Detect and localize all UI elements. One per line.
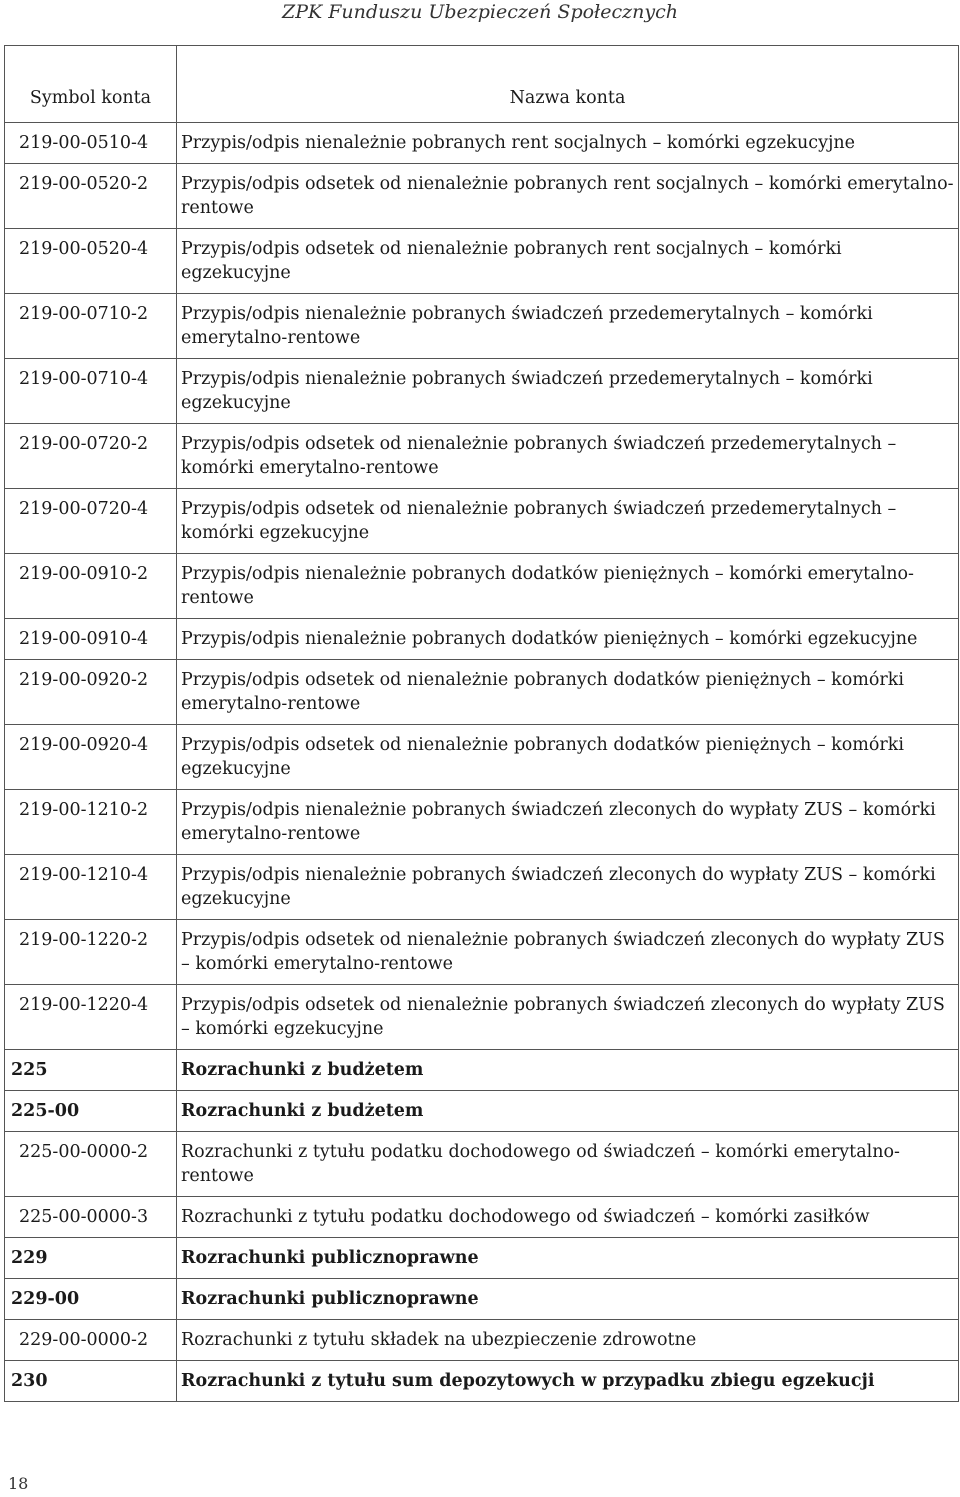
account-name: Przypis/odpis odsetek od nienależnie pobranych świadczeń zleconych do wypłaty ZUS – komórki emerytalno-rentowe bbox=[177, 920, 959, 985]
page-number: 18 bbox=[8, 1474, 29, 1493]
table-row bbox=[5, 359, 959, 424]
table-row bbox=[5, 424, 959, 489]
account-symbol: 219-00-1220-4 bbox=[5, 985, 177, 1050]
account-symbol: 219-00-0720-4 bbox=[5, 489, 177, 554]
table-row bbox=[5, 660, 959, 725]
running-header: ZPK Funduszu Ubezpieczeń Społecznych bbox=[282, 1, 678, 23]
account-symbol: 225 bbox=[5, 1050, 177, 1091]
account-name: Przypis/odpis odsetek od nienależnie pobranych rent socjalnych – komórki egzekucyjne bbox=[177, 229, 959, 294]
account-symbol: 219-00-0520-2 bbox=[5, 164, 177, 229]
table-header-row bbox=[5, 46, 959, 123]
table-row-group bbox=[5, 1091, 959, 1132]
table-row-group bbox=[5, 1050, 959, 1091]
account-name: Przypis/odpis nienależnie pobranych świadczeń przedemerytalnych – komórki emerytalno-rentowe bbox=[177, 294, 959, 359]
table-row bbox=[5, 1320, 959, 1361]
table-row-group bbox=[5, 1238, 959, 1279]
account-symbol: 219-00-0520-4 bbox=[5, 229, 177, 294]
account-name: Przypis/odpis odsetek od nienależnie pobranych dodatków pieniężnych – komórki egzekucyjne bbox=[177, 725, 959, 790]
table-row bbox=[5, 619, 959, 660]
table-row bbox=[5, 229, 959, 294]
table-body bbox=[5, 123, 959, 1402]
account-symbol: 219-00-0910-4 bbox=[5, 619, 177, 660]
account-symbol: 219-00-1220-2 bbox=[5, 920, 177, 985]
account-name: Przypis/odpis nienależnie pobranych świadczeń zleconych do wypłaty ZUS – komórki egzekucyjne bbox=[177, 855, 959, 920]
table-row bbox=[5, 790, 959, 855]
table-row-group bbox=[5, 1361, 959, 1402]
account-symbol: 219-00-1210-2 bbox=[5, 790, 177, 855]
account-symbol: 219-00-0910-2 bbox=[5, 554, 177, 619]
account-symbol: 219-00-0710-2 bbox=[5, 294, 177, 359]
account-name: Przypis/odpis nienależnie pobranych dodatków pieniężnych – komórki egzekucyjne bbox=[177, 619, 959, 660]
account-symbol: 230 bbox=[5, 1361, 177, 1402]
accounts-table bbox=[4, 45, 959, 1402]
account-name: Rozrachunki z budżetem bbox=[177, 1050, 959, 1091]
account-name: Rozrachunki z tytułu podatku dochodowego od świadczeń – komórki emerytalno-rentowe bbox=[177, 1132, 959, 1197]
table-row bbox=[5, 920, 959, 985]
account-name: Przypis/odpis odsetek od nienależnie pobranych świadczeń zleconych do wypłaty ZUS – komórki egzekucyjne bbox=[177, 985, 959, 1050]
account-name: Przypis/odpis odsetek od nienależnie pobranych dodatków pieniężnych – komórki emerytalno-rentowe bbox=[177, 660, 959, 725]
account-symbol: 229-00 bbox=[5, 1279, 177, 1320]
table-row bbox=[5, 725, 959, 790]
account-name: Przypis/odpis odsetek od nienależnie pobranych świadczeń przedemerytalnych – komórki emerytalno-rentowe bbox=[177, 424, 959, 489]
table-row bbox=[5, 554, 959, 619]
table-row bbox=[5, 855, 959, 920]
account-symbol: 229-00-0000-2 bbox=[5, 1320, 177, 1361]
account-name: Przypis/odpis nienależnie pobranych dodatków pieniężnych – komórki emerytalno-rentowe bbox=[177, 554, 959, 619]
column-header-symbol: Symbol konta bbox=[5, 46, 177, 123]
account-symbol: 219-00-0710-4 bbox=[5, 359, 177, 424]
table-row bbox=[5, 294, 959, 359]
account-symbol: 219-00-1210-4 bbox=[5, 855, 177, 920]
account-symbol: 219-00-0920-4 bbox=[5, 725, 177, 790]
table-row bbox=[5, 985, 959, 1050]
account-name: Rozrachunki z budżetem bbox=[177, 1091, 959, 1132]
account-symbol: 229 bbox=[5, 1238, 177, 1279]
table-row bbox=[5, 489, 959, 554]
column-header-name: Nazwa konta bbox=[177, 46, 959, 123]
table-row bbox=[5, 1197, 959, 1238]
account-name: Przypis/odpis nienależnie pobranych świadczeń zleconych do wypłaty ZUS – komórki emerytalno-rentowe bbox=[177, 790, 959, 855]
account-symbol: 225-00-0000-3 bbox=[5, 1197, 177, 1238]
account-name: Rozrachunki z tytułu sum depozytowych w przypadku zbiegu egzekucji bbox=[177, 1361, 959, 1402]
account-symbol: 219-00-0920-2 bbox=[5, 660, 177, 725]
account-name: Rozrachunki z tytułu składek na ubezpieczenie zdrowotne bbox=[177, 1320, 959, 1361]
account-symbol: 225-00 bbox=[5, 1091, 177, 1132]
account-name: Przypis/odpis nienależnie pobranych rent socjalnych – komórki egzekucyjne bbox=[177, 123, 959, 164]
account-name: Rozrachunki publicznoprawne bbox=[177, 1238, 959, 1279]
table-row bbox=[5, 123, 959, 164]
table-row-group bbox=[5, 1279, 959, 1320]
account-name: Rozrachunki publicznoprawne bbox=[177, 1279, 959, 1320]
table-row bbox=[5, 164, 959, 229]
account-name: Przypis/odpis odsetek od nienależnie pobranych świadczeń przedemerytalnych – komórki egzekucyjne bbox=[177, 489, 959, 554]
table-row bbox=[5, 1132, 959, 1197]
account-name: Przypis/odpis odsetek od nienależnie pobranych rent socjalnych – komórki emerytalno-rentowe bbox=[177, 164, 959, 229]
account-name: Przypis/odpis nienależnie pobranych świadczeń przedemerytalnych – komórki egzekucyjne bbox=[177, 359, 959, 424]
account-symbol: 219-00-0720-2 bbox=[5, 424, 177, 489]
account-name: Rozrachunki z tytułu podatku dochodowego od świadczeń – komórki zasiłków bbox=[177, 1197, 959, 1238]
account-symbol: 219-00-0510-4 bbox=[5, 123, 177, 164]
account-symbol: 225-00-0000-2 bbox=[5, 1132, 177, 1197]
